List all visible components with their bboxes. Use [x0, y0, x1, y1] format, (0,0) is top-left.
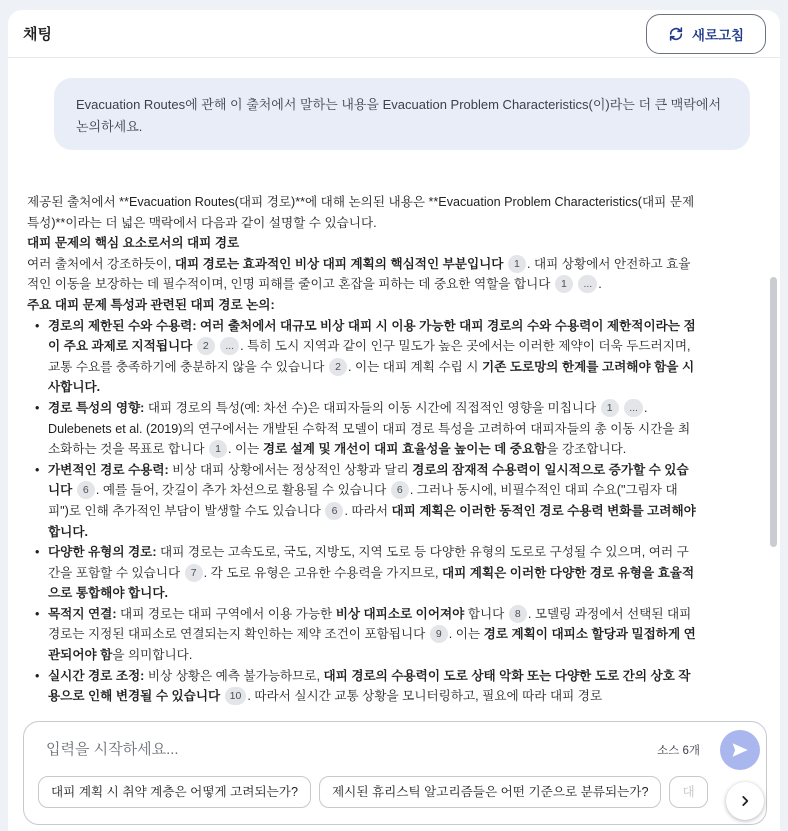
- citation-chip[interactable]: 2: [197, 337, 215, 355]
- suggestions-next-button[interactable]: [726, 782, 764, 820]
- refresh-icon: [668, 26, 684, 42]
- list-item: • 목적지 연결: 대피 경로는 대피 구역에서 이용 가능한 비상 대피소로 이어져야 합니다 8 . 모델링 과정에서 선택된 대피 경로는 지정된 대피소로 연결되는지 확인하는 제약 조건이 포함됩니다 9 . 이는 경로 계획이 대피소 할당과 밀접하게 연관되어야 함을 의미합니다.: [27, 604, 697, 666]
- chat-input[interactable]: [46, 736, 606, 762]
- citation-chip[interactable]: 2: [329, 358, 347, 376]
- list-item: • 다양한 유형의 경로: 대피 경로는 고속도로, 국도, 지방도, 지역 도로 등 다양한 유형의 도로로 구성될 수 있으며, 여러 구간을 포함할 수 있습니다 7 . 각 도로 유형은 고유한 수용력을 가지므로, 대피 계획은 이러한 다양한 경로 유형을 효율적으로 통합해야 합니다.: [27, 542, 697, 604]
- citation-chip[interactable]: 10: [225, 687, 247, 705]
- citation-chip[interactable]: 8: [509, 605, 527, 623]
- citation-more-chip[interactable]: ...: [220, 337, 239, 355]
- chat-panel: [8, 10, 780, 831]
- answer-intro: 제공된 출처에서 **Evacuation Routes(대피 경로)**에 대해 논의된 내용은 **Evacuation Problem Characteristics(대피 문제 특성)**이라는 더 넓은 맥락에서 다음과 같이 설명할 수 있습니다.: [27, 195, 695, 230]
- list-item: • 가변적인 경로 수용력: 비상 대피 상황에서는 정상적인 상황과 달리 경로의 잠재적 수용력이 일시적으로 증가할 수 있습니다 6 . 예를 들어, 갓길이 추가 차선으로 활용될 수 있습니다 6 . 그러나 동시에, 비필수적인 대피 수요("그림자 대피")로 인해 추가적인 부담이 발생할 수도 있습니다 6 . 따라서 대피 계획은 이러한 동적인 경로 수용력 변화를 고려해야 합니다.: [27, 460, 697, 542]
- citation-chip[interactable]: 6: [325, 502, 343, 520]
- citation-chip[interactable]: 1: [508, 255, 526, 273]
- send-button[interactable]: [720, 730, 760, 770]
- citation-chip[interactable]: 9: [430, 625, 448, 643]
- list-item: • 실시간 경로 조정: 비상 상황은 예측 불가능하므로, 대피 경로의 수용력이 도로 상태 악화 또는 다양한 도로 간의 상호 작용으로 인해 변경될 수 있습니다 10 . 따라서 실시간 교통 상황을 모니터링하고, 필요에 따라 대피 경로: [27, 666, 697, 707]
- scrollbar-thumb[interactable]: [770, 277, 777, 547]
- answer-heading-1: 대피 문제의 핵심 요소로서의 대피 경로: [27, 236, 240, 251]
- source-count: 소스 6개: [657, 745, 700, 757]
- chevron-right-icon: [738, 794, 752, 808]
- citation-chip[interactable]: 1: [209, 440, 227, 458]
- citation-more-chip[interactable]: ...: [578, 275, 597, 293]
- answer-paragraph-1: 여러 출처에서 강조하듯이, 대피 경로는 효과적인 비상 대피 계획의 핵심적인 부분입니다 1 . 대피 상황에서 안전하고 효율적인 이동을 보장하는 데 필수적이며, 인명 피해를 줄이고 혼잡을 피하는 데 중요한 역할을 합니다 1 ... .: [27, 256, 691, 292]
- answer-heading-2: 주요 대피 문제 특성과 관련된 대피 경로 논의:: [27, 297, 275, 312]
- refresh-button[interactable]: [646, 14, 766, 54]
- citation-chip[interactable]: 6: [77, 481, 95, 499]
- message-list[interactable]: [8, 59, 780, 721]
- chat-input-box: [23, 721, 767, 825]
- citation-more-chip[interactable]: ...: [624, 399, 643, 417]
- citation-chip[interactable]: 7: [185, 564, 203, 582]
- suggestion-row: [38, 776, 738, 810]
- suggestion-chip[interactable]: 대: [669, 776, 707, 808]
- suggestion-chip[interactable]: 제시된 휴리스틱 알고리즘들은 어떤 기준으로 분류되는가?: [319, 776, 661, 808]
- answer-bullet-list: [27, 316, 697, 707]
- assistant-answer: [27, 192, 697, 707]
- citation-chip[interactable]: 6: [391, 481, 409, 499]
- list-item: • 경로 특성의 영향: 대피 경로의 특성(예: 차선 수)은 대피자들의 이동 시간에 직접적인 영향을 미칩니다 1 ... . Dulebenets et al. (2019)의 연구에서는 개발된 수학적 모델이 대피 경로 특성을 고려하여 대피자들의 총 이동 시간을 최소화하는 것을 목표로 합니다 1 . 이는 경로 설계 및 개선이 대피 효율성을 높이는 데 중요함을 강조합니다.: [27, 398, 697, 460]
- citation-chip[interactable]: 1: [601, 399, 619, 417]
- suggestion-chip[interactable]: 대피 계획 시 취약 계층은 어떻게 고려되는가?: [38, 776, 311, 808]
- user-message: Evacuation Routes에 관해 이 출처에서 말하는 내용을 Evacuation Problem Characteristics(이)라는 더 큰 맥락에서 논의하세요.: [54, 78, 750, 150]
- chat-header: [8, 10, 780, 58]
- refresh-button-label: 새로고침: [691, 28, 745, 43]
- send-icon: [731, 741, 749, 759]
- page-title: 채팅: [23, 26, 52, 43]
- citation-chip[interactable]: 1: [555, 275, 573, 293]
- list-item: • 경로의 제한된 수와 수용력: 여러 출처에서 대규모 비상 대피 시 이용 가능한 대피 경로의 수와 수용력이 제한적이라는 점이 주요 과제로 지적됩니다 2 ... . 특히 도시 지역과 같이 인구 밀도가 높은 곳에서는 이러한 제약이 더욱 두드러지며, 교통 수요를 충족하기에 충분하지 않을 수 있습니다 2 . 이는 대피 계획 수립 시 기존 도로망의 한계를 고려해야 함을 시사합니다.: [27, 316, 697, 398]
